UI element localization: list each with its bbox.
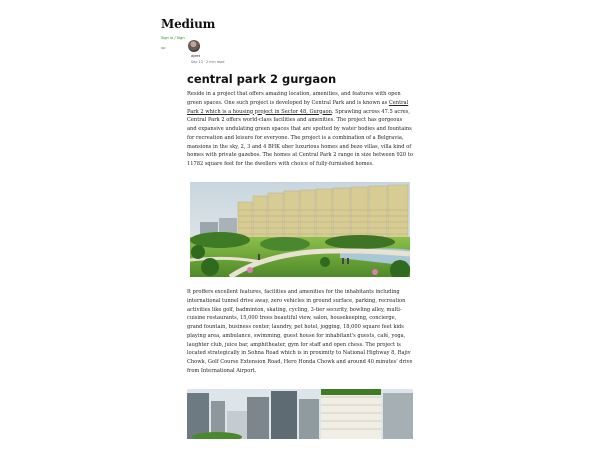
project-link[interactable]: Central Park 2 which is a housing project in Sector 48, Gurgaon [187, 99, 409, 115]
post-meta: Sep 13 · 2 min read [191, 60, 225, 64]
article-paragraph-1 [187, 90, 413, 169]
author-name[interactable]: ajeet [191, 54, 201, 58]
paragraph-text: Reside in a project that offers amazing location, amenities, and features with open green spaces. One such project is developed by Central Park and is known as [187, 91, 401, 106]
sign-up-link[interactable]: up [161, 46, 166, 50]
medium-logo[interactable]: Medium [161, 17, 216, 31]
project-skyline-image [187, 389, 413, 439]
article-paragraph-2: It proffers excellent features, facilities and amenities for the inhabitants including international tunnel drive away, zero vehicles in ground surface, parking, recreation activities like golf, badminton, skating, cycling, 3-tier security, bowling alley, multi-cuisine restaurants, 15,000 trees beautiful view, salon, housekeeping, concierge, grand fountain, business center, laundry, pet hotel, jogging, 18,000 square feet kids playing area, ambulance, swimming, guest house for inhabitant's guests, café, yoga, laughter club, juice bar, amphitheater, gym for staff and open chess. The project is located strategically in Sohna Road which is in proximity to National Highway 8, Rajiv Chowk, Golf Course Extension Road, Hero Honda Chowk and around 40 minutes' drive from International Airport. [187, 289, 413, 374]
paragraph-text: . Sprawling across 47.5 acres, Central Park 2 offers world-class facilities and amenities. The project has gorgeous and expansive undulating green spaces that are spotted by water bodies and fountains for recreation and leisure for everyone. The project is a combination of a Belgravia, mansions in the sky, 2, 3 and 4 BHK uber luxurious homes and bezo villas, villa kind of homes with private gazebos. The homes at Central Park 2 range in size between 920 to 11782 square feet for the dwellers with choice of fully-furnished homes. [187, 108, 413, 167]
sign-in-link[interactable]: Sign in / Sign [161, 36, 185, 40]
avatar[interactable] [188, 40, 200, 52]
article-title: central park 2 gurgaon [187, 72, 337, 86]
project-render-image [190, 182, 410, 277]
